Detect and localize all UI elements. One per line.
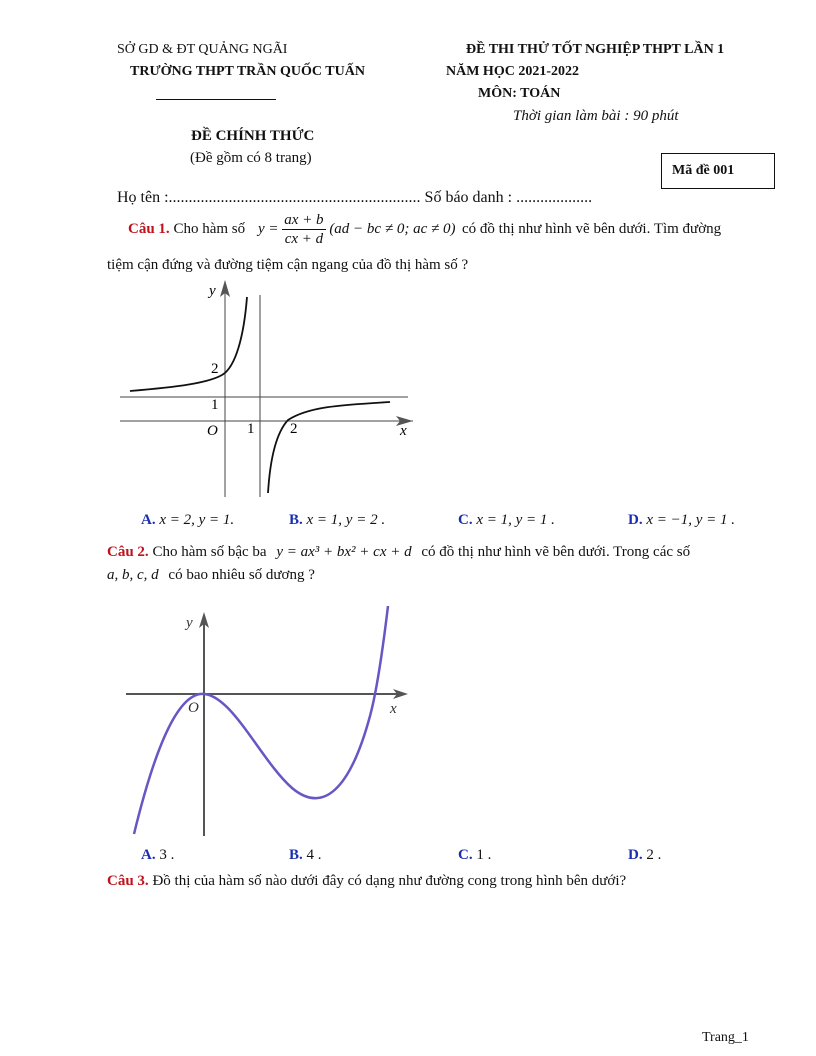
q1-formula-lhs: y = xyxy=(258,220,279,237)
question-1-text-b: có đồ thị như hình vẽ bên dưới. Tìm đường xyxy=(462,221,722,237)
candidate-info-line: Họ tên :............................................................... Số báo danh : ................... xyxy=(117,189,593,206)
q2-option-d-letter: D. xyxy=(628,847,643,863)
school-year: NĂM HỌC 2021-2022 xyxy=(446,64,579,79)
q1-tick-y1: 1 xyxy=(211,397,219,413)
question-1-label: Câu 1. xyxy=(128,221,170,237)
q1-option-c[interactable] xyxy=(458,512,555,529)
q2-option-b[interactable] xyxy=(289,847,322,864)
question-2-text-a: Cho hàm số bậc ba xyxy=(152,544,267,560)
official-label: ĐỀ CHÍNH THỨC xyxy=(191,128,315,144)
q1-condition: (ad − bc ≠ 0; ac ≠ 0) xyxy=(329,220,456,237)
q1-fraction xyxy=(282,211,325,248)
question-3-label: Câu 3. xyxy=(107,873,149,889)
q2-option-c-letter: C. xyxy=(458,847,473,863)
q2-option-b-letter: B. xyxy=(289,847,303,863)
pages-note: (Đề gồm có 8 trang) xyxy=(190,150,312,166)
exam-time: Thời gian làm bài : 90 phút xyxy=(513,108,679,124)
q2-option-a[interactable] xyxy=(141,847,174,864)
subject: MÔN: TOÁN xyxy=(478,86,561,101)
q1-fraction-numerator: ax + b xyxy=(284,212,324,228)
q1-curve-right-branch xyxy=(268,402,390,493)
q1-x-label: x xyxy=(400,423,407,439)
q2-option-a-text: 3 . xyxy=(159,847,175,863)
question-2-label: Câu 2. xyxy=(107,544,149,560)
q1-option-b[interactable] xyxy=(289,512,385,529)
question-2-stem xyxy=(107,544,690,561)
q1-tick-y2: 2 xyxy=(211,361,219,377)
question-2-line-2 xyxy=(107,567,315,584)
q2-option-d[interactable] xyxy=(628,847,661,864)
school-name: TRƯỜNG THPT TRẦN QUỐC TUẤN xyxy=(130,64,365,79)
q1-option-b-letter: B. xyxy=(289,512,303,528)
q1-tick-x2: 2 xyxy=(290,421,298,437)
question-1-graph xyxy=(118,275,418,500)
q1-fraction-denominator: cx + d xyxy=(284,231,324,247)
q2-option-a-letter: A. xyxy=(141,847,156,863)
q1-option-c-text: x = 1, y = 1 . xyxy=(476,512,555,528)
exam-code-box xyxy=(661,153,775,189)
q1-option-d[interactable] xyxy=(628,512,735,529)
exam-title: ĐỀ THI THỬ TỐT NGHIỆP THPT LẦN 1 xyxy=(466,42,725,57)
q1-option-a-text: x = 2, y = 1. xyxy=(159,512,235,528)
q1-origin-label: O xyxy=(207,423,218,439)
q1-curve-left-branch xyxy=(130,297,247,391)
q2-x-label: x xyxy=(390,701,397,717)
question-2-graph xyxy=(118,600,418,838)
q2-option-c-text: 1 . xyxy=(476,847,492,863)
q1-option-a-letter: A. xyxy=(141,512,156,528)
q1-option-b-text: x = 1, y = 2 . xyxy=(306,512,386,528)
question-2-formula: y = ax³ + bx² + cx + d xyxy=(276,544,412,560)
question-2-text-c: có bao nhiêu số dương ? xyxy=(168,567,315,583)
q1-y-label: y xyxy=(209,283,216,299)
question-3-stem xyxy=(107,873,626,890)
question-3-text-a: Đồ thị của hàm số nào dưới đây có dạng như đường cong trong hình bên dưới? xyxy=(152,873,627,889)
q1-option-d-text: x = −1, y = 1 . xyxy=(646,512,736,528)
question-1-text-a: Cho hàm số xyxy=(173,221,246,237)
q1-option-c-letter: C. xyxy=(458,512,473,528)
exam-code: Mã đề 001 xyxy=(672,163,735,178)
department-name: SỞ GD & ĐT QUẢNG NGÃI xyxy=(117,42,288,57)
q2-option-b-text: 4 . xyxy=(306,847,322,863)
question-1-stem xyxy=(128,221,245,238)
question-1-text-c: tiệm cận đứng và đường tiệm cận ngang của đồ thị hàm số ? xyxy=(107,257,469,273)
q2-y-label: y xyxy=(186,615,193,631)
question-2-text-b: có đồ thị như hình vẽ bên dưới. Trong các số xyxy=(421,544,691,560)
q2-option-d-text: 2 . xyxy=(646,847,662,863)
q2-origin-label: O xyxy=(188,700,199,716)
header-underline xyxy=(156,99,276,100)
q1-option-d-letter: D. xyxy=(628,512,643,528)
question-2-vars: a, b, c, d xyxy=(107,567,159,583)
question-1-formula xyxy=(258,211,455,248)
page-number: Trang_1 xyxy=(702,1030,749,1045)
q2-option-c[interactable] xyxy=(458,847,491,864)
q1-option-a[interactable] xyxy=(141,512,234,529)
q1-tick-x1: 1 xyxy=(247,421,255,437)
q2-cubic-curve xyxy=(134,606,388,834)
